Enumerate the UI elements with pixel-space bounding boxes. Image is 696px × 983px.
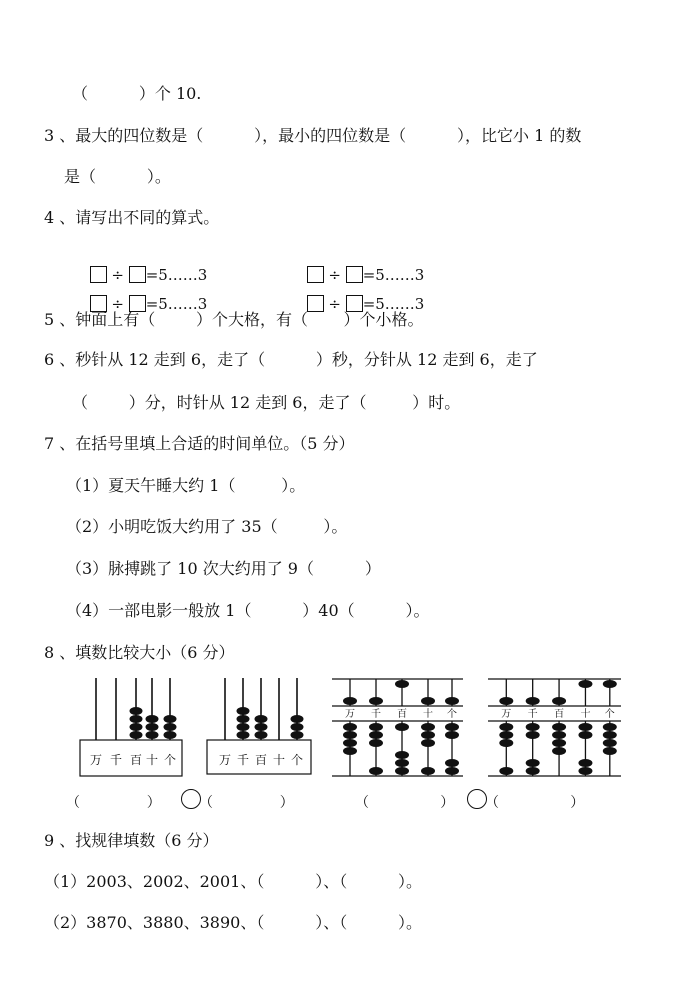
abacus-lower-bead bbox=[445, 731, 459, 739]
question-9-item-1: （1）2003、2002、2001、（ ）、（ ）。 bbox=[44, 872, 423, 891]
abacus-upper-bead bbox=[445, 697, 459, 705]
abacus-label: 百 bbox=[397, 709, 407, 720]
abacus-label: 千 bbox=[109, 753, 123, 767]
abacus-label: 百 bbox=[129, 753, 143, 767]
abacus-label: 个 bbox=[447, 709, 457, 720]
abacus-label: 万 bbox=[218, 753, 232, 767]
abacus-label: 十 bbox=[423, 709, 433, 720]
abacus-lower-bead bbox=[552, 739, 566, 747]
abacus-lower-bead bbox=[552, 723, 566, 731]
abacus-lower-bead bbox=[369, 767, 383, 775]
question-7-item-1: （1）夏天午睡大约 1（ ）。 bbox=[66, 476, 306, 495]
abacus-label: 十 bbox=[580, 709, 591, 720]
abacus-lower-bead bbox=[552, 731, 566, 739]
question-9-item-2: （2）3870、3880、3890、（ ）、（ ）。 bbox=[44, 913, 423, 932]
equation-result: =5……3 bbox=[145, 266, 208, 284]
abacus-lower-bead bbox=[578, 759, 592, 767]
abacus-label: 百 bbox=[554, 709, 565, 720]
abacus-lower-bead bbox=[395, 723, 409, 731]
abacus-lower-bead bbox=[578, 731, 592, 739]
abacus-bead bbox=[130, 723, 143, 731]
abacus-bead bbox=[255, 715, 268, 723]
abacus-bead bbox=[130, 731, 143, 739]
question-9-title: 9 、找规律填数（6 分） bbox=[44, 831, 219, 850]
abacus-bead bbox=[146, 715, 159, 723]
abacus-lower-bead bbox=[369, 723, 383, 731]
abacus-bead bbox=[291, 715, 304, 723]
abacus-lower-bead bbox=[395, 751, 409, 759]
abacus-bead bbox=[164, 723, 177, 731]
abacus-label: 万 bbox=[501, 709, 512, 720]
abacus-lower-bead bbox=[578, 723, 592, 731]
abacus-upper-bead bbox=[603, 680, 617, 688]
abacus-lower-bead bbox=[445, 723, 459, 731]
question-7-item-4: （4）一部电影一般放 1（ ）40（ ）。 bbox=[66, 601, 430, 620]
question-7-item-3: （3）脉搏跳了 10 次大约用了 9（ ） bbox=[66, 559, 381, 578]
abacus-bead bbox=[255, 723, 268, 731]
q8-answer-3: （ ） bbox=[355, 795, 455, 811]
abacus-lower-bead bbox=[603, 731, 617, 739]
abacus-bead bbox=[291, 731, 304, 739]
abacus-bead bbox=[164, 731, 177, 739]
abacus-label: 十 bbox=[272, 753, 286, 767]
abacus-bead bbox=[130, 707, 143, 715]
abacus-bead bbox=[164, 715, 177, 723]
abacus-lower-bead bbox=[343, 739, 357, 747]
abacus-label: 千 bbox=[371, 709, 381, 720]
abacus-lower-bead bbox=[526, 723, 540, 731]
abacus-bead bbox=[146, 731, 159, 739]
question-8-title: 8 、填数比较大小（6 分） bbox=[44, 643, 235, 662]
question-3-line-2: 是（ ）。 bbox=[64, 167, 171, 186]
abacus-label: 个 bbox=[290, 753, 304, 767]
abacus-bead bbox=[237, 723, 250, 731]
abacus-bead bbox=[255, 731, 268, 739]
abacus-label: 千 bbox=[527, 709, 538, 720]
compare-circle-1[interactable] bbox=[181, 789, 201, 809]
question-6-line-1: 6 、秒针从 12 走到 6，走了（ ）秒，分针从 12 走到 6，走了 bbox=[44, 350, 538, 369]
abacus-lower-bead bbox=[499, 767, 513, 775]
abacus-1 bbox=[78, 676, 188, 778]
equation-4 bbox=[297, 274, 424, 314]
abacus-lower-bead bbox=[395, 767, 409, 775]
abacus-lower-bead bbox=[369, 739, 383, 747]
abacus-bead bbox=[291, 723, 304, 731]
abacus-lower-bead bbox=[499, 731, 513, 739]
abacus-upper-bead bbox=[578, 680, 592, 688]
abacus-lower-bead bbox=[578, 767, 592, 775]
abacus-lower-bead bbox=[526, 759, 540, 767]
abacus-upper-bead bbox=[343, 697, 357, 705]
fill-line-1: （ ）个 10. bbox=[72, 84, 202, 103]
question-7-title: 7 、在括号里填上合适的时间单位。（5 分） bbox=[44, 434, 355, 453]
equation-result: =5……3 bbox=[362, 266, 425, 284]
divide-sign: ÷ bbox=[328, 266, 341, 284]
compare-circle-2[interactable] bbox=[467, 789, 487, 809]
divide-sign: ÷ bbox=[111, 266, 124, 284]
abacus-lower-bead bbox=[526, 767, 540, 775]
abacus-label: 十 bbox=[145, 753, 159, 767]
question-5: 5 、钟面上有（ ）个大格，有（ ）个小格。 bbox=[44, 310, 424, 329]
question-3-line-1: 3 、最大的四位数是（ ），最小的四位数是（ ），比它小 1 的数 bbox=[44, 126, 582, 145]
abacus-lower-bead bbox=[499, 723, 513, 731]
question-4-title: 4 、请写出不同的算式。 bbox=[44, 208, 220, 227]
equation-result: =5……3 bbox=[362, 295, 425, 313]
abacus-lower-bead bbox=[499, 739, 513, 747]
abacus-label: 个 bbox=[604, 709, 615, 720]
abacus-lower-bead bbox=[603, 723, 617, 731]
abacus-4 bbox=[486, 676, 623, 780]
abacus-lower-bead bbox=[526, 731, 540, 739]
abacus-bead bbox=[237, 715, 250, 723]
abacus-upper-bead bbox=[395, 680, 409, 688]
abacus-lower-bead bbox=[445, 759, 459, 767]
abacus-lower-bead bbox=[421, 723, 435, 731]
abacus-lower-bead bbox=[603, 747, 617, 755]
abacus-lower-bead bbox=[421, 767, 435, 775]
question-7-item-2: （2）小明吃饭大约用了 35（ ）。 bbox=[66, 517, 348, 536]
abacus-lower-bead bbox=[552, 747, 566, 755]
abacus-upper-bead bbox=[499, 697, 513, 705]
abacus-lower-bead bbox=[421, 731, 435, 739]
abacus-lower-bead bbox=[369, 731, 383, 739]
abacus-lower-bead bbox=[343, 723, 357, 731]
abacus-label: 万 bbox=[345, 709, 355, 720]
abacus-label: 个 bbox=[163, 753, 177, 767]
abacus-upper-bead bbox=[526, 697, 540, 705]
abacus-upper-bead bbox=[369, 697, 383, 705]
question-6-line-2: （ ）分，时针从 12 走到 6，走了（ ）时。 bbox=[72, 393, 461, 412]
q8-answer-1: （ ） bbox=[66, 795, 161, 811]
abacus-lower-bead bbox=[395, 759, 409, 767]
abacus-lower-bead bbox=[421, 739, 435, 747]
abacus-bead bbox=[130, 715, 143, 723]
divide-sign: ÷ bbox=[328, 295, 341, 313]
abacus-lower-bead bbox=[445, 767, 459, 775]
abacus-label: 百 bbox=[254, 753, 268, 767]
abacus-3 bbox=[330, 676, 465, 780]
equation-result: =5……3 bbox=[145, 295, 208, 313]
q8-answer-4: （ ） bbox=[485, 795, 585, 811]
divide-sign: ÷ bbox=[111, 295, 124, 313]
abacus-label: 千 bbox=[236, 753, 250, 767]
q8-answer-2: （ ） bbox=[199, 795, 294, 811]
abacus-2 bbox=[205, 676, 315, 778]
abacus-bead bbox=[237, 731, 250, 739]
abacus-lower-bead bbox=[343, 731, 357, 739]
abacus-upper-bead bbox=[421, 697, 435, 705]
abacus-label: 万 bbox=[89, 753, 103, 767]
abacus-bead bbox=[146, 723, 159, 731]
abacus-upper-bead bbox=[552, 697, 566, 705]
equation-3 bbox=[80, 274, 207, 314]
abacus-lower-bead bbox=[603, 739, 617, 747]
abacus-lower-bead bbox=[343, 747, 357, 755]
abacus-bead bbox=[237, 707, 250, 715]
